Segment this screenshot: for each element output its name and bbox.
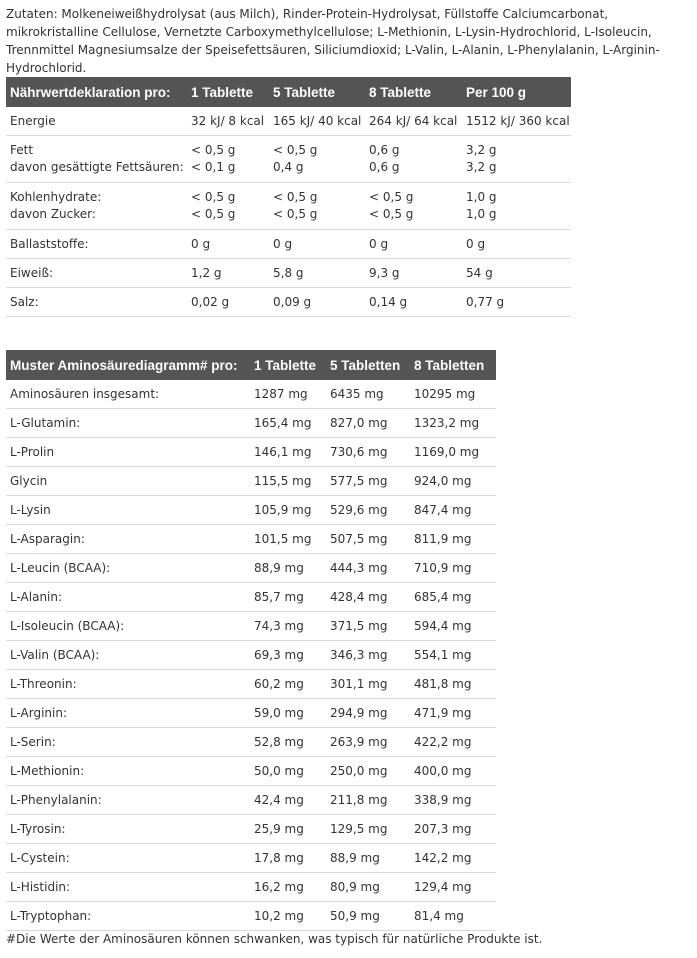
nutrient-value-cell (269, 136, 365, 183)
amino-acid-name: L-Alanin: (6, 583, 250, 612)
amino-acid-value: 346,3 mg (326, 641, 410, 670)
amino-acid-value: 88,9 mg (326, 844, 410, 873)
amino-acid-value: 88,9 mg (250, 554, 326, 583)
amino-acid-value: 85,7 mg (250, 583, 326, 612)
amino-acid-value: 1323,2 mg (410, 409, 496, 438)
nutrient-value-cell (187, 183, 269, 230)
amino-acid-value: 207,3 mg (410, 815, 496, 844)
nutrient-value: 0 g (273, 236, 293, 251)
nutrient-value: 1,0 g (466, 190, 497, 204)
amino-row (6, 409, 496, 438)
amino-header-cell: Muster Aminosäurediagramm# pro: (6, 350, 250, 380)
nutrition-header-cell: 1 Tablette (187, 77, 269, 107)
amino-acid-value: 81,4 mg (410, 902, 496, 931)
amino-acid-name: L-Lysin (6, 496, 250, 525)
amino-header-row (6, 350, 496, 380)
nutrient-value: 0,6 g (369, 160, 400, 174)
amino-acid-value: 129,4 mg (410, 873, 496, 902)
nutrient-value: 32 kJ/ 8 kcal (191, 113, 265, 128)
amino-acid-name: Glycin (6, 467, 250, 496)
nutrient-value-cell (187, 288, 269, 317)
footnote: #Die Werte der Aminosäuren können schwanken, was typisch für natürliche Produkte ist. (6, 932, 543, 946)
amino-acid-value: 69,3 mg (250, 641, 326, 670)
nutrient-value-cell (365, 288, 462, 317)
nutrient-value: 3,2 g (466, 160, 497, 174)
amino-row (6, 786, 496, 815)
nutrient-value: 0,09 g (273, 294, 312, 309)
amino-row (6, 554, 496, 583)
nutrient-value: < 0,5 g (369, 207, 414, 221)
amino-acid-value: 16,2 mg (250, 873, 326, 902)
nutrient-value: < 0,5 g (191, 143, 236, 157)
nutrient-value: < 0,5 g (191, 190, 236, 204)
amino-acid-value: 301,1 mg (326, 670, 410, 699)
nutrient-label-cell (6, 259, 187, 288)
amino-row (6, 699, 496, 728)
nutrient-value-cell (269, 183, 365, 230)
amino-acid-value: 25,9 mg (250, 815, 326, 844)
amino-header-cell: 5 Tabletten (326, 350, 410, 380)
amino-row (6, 757, 496, 786)
amino-row (6, 844, 496, 873)
amino-acid-value: 422,2 mg (410, 728, 496, 757)
nutrient-label-cell (6, 230, 187, 259)
amino-acid-value: 400,0 mg (410, 757, 496, 786)
amino-acid-name: L-Glutamin: (6, 409, 250, 438)
amino-acid-name: L-Tyrosin: (6, 815, 250, 844)
nutrient-value: 3,2 g (466, 143, 497, 157)
amino-acid-name: L-Phenylalanin: (6, 786, 250, 815)
amino-row (6, 902, 496, 931)
nutrient-value-cell (462, 183, 571, 230)
nutrient-value-cell (462, 136, 571, 183)
nutrient-value: < 0,5 g (369, 190, 414, 204)
amino-acid-value: 507,5 mg (326, 525, 410, 554)
amino-acid-name: L-Serin: (6, 728, 250, 757)
nutrient-value-cell (365, 183, 462, 230)
nutrient-value: 0,6 g (369, 143, 400, 157)
amino-acid-value: 471,9 mg (410, 699, 496, 728)
nutrient-value: 264 kJ/ 64 kcal (369, 113, 458, 128)
amino-row (6, 670, 496, 699)
amino-acid-value: 165,4 mg (250, 409, 326, 438)
amino-acid-value: 74,3 mg (250, 612, 326, 641)
nutrient-label-cell (6, 136, 187, 183)
nutrient-label: Fett (10, 143, 34, 157)
amino-row (6, 612, 496, 641)
amino-acid-value: 924,0 mg (410, 467, 496, 496)
nutrition-header-cell: Nährwertdeklaration pro: (6, 77, 187, 107)
amino-acid-value: 105,9 mg (250, 496, 326, 525)
nutrition-row (6, 230, 571, 259)
ingredients-text: Zutaten: Molkeneiweißhydrolysat (aus Milch), Rinder-Protein-Hydrolysat, Füllstoffe Calciumcarbonat, mikrokristalline Cellulose, Vernetzte Carboxymethylcellulose; L-Methionin, L-Lysin-Hydrochlorid, L-Isoleucin, Trennmittel Magnesiumsalze der Speisefettsäuren, Siliciumdioxid; L-Valin, L-Alanin, L-Phenylalanin, L-Arginin-Hydrochlorid. (6, 7, 660, 75)
amino-acid-name: L-Asparagin: (6, 525, 250, 554)
amino-acid-value: 52,8 mg (250, 728, 326, 757)
nutrient-value-cell (462, 259, 571, 288)
nutrient-label-cell (6, 183, 187, 230)
nutrient-value-cell (187, 230, 269, 259)
nutrient-value-cell (187, 136, 269, 183)
nutrient-value-cell (269, 259, 365, 288)
amino-acid-value: 50,9 mg (326, 902, 410, 931)
nutrient-label-cell (6, 288, 187, 317)
amino-acid-name: L-Histidin: (6, 873, 250, 902)
nutrition-row (6, 183, 571, 230)
amino-acid-value: 59,0 mg (250, 699, 326, 728)
nutrition-header-cell: Per 100 g (462, 77, 571, 107)
amino-acid-value: 129,5 mg (326, 815, 410, 844)
amino-row (6, 467, 496, 496)
nutrient-value-cell (187, 259, 269, 288)
nutrient-value: 1,0 g (466, 207, 497, 221)
amino-acid-value: 17,8 mg (250, 844, 326, 873)
amino-acid-value: 444,3 mg (326, 554, 410, 583)
amino-acid-value: 115,5 mg (250, 467, 326, 496)
amino-acid-value: 10295 mg (410, 380, 496, 409)
amino-row (6, 438, 496, 467)
nutrient-value-cell (365, 259, 462, 288)
nutrient-value: 0 g (369, 236, 389, 251)
amino-acid-name: Aminosäuren insgesamt: (6, 380, 250, 409)
amino-acid-value: 730,6 mg (326, 438, 410, 467)
amino-row (6, 728, 496, 757)
nutrition-header-cell: 5 Tablette (269, 77, 365, 107)
amino-header-cell: 8 Tabletten (410, 350, 496, 380)
amino-acid-value: 529,6 mg (326, 496, 410, 525)
amino-acid-table (6, 350, 496, 931)
nutrient-value: < 0,5 g (273, 207, 318, 221)
amino-acid-value: 371,5 mg (326, 612, 410, 641)
amino-acid-name: L-Tryptophan: (6, 902, 250, 931)
nutrition-header-cell: 8 Tablette (365, 77, 462, 107)
amino-acid-name: L-Prolin (6, 438, 250, 467)
amino-acid-value: 481,8 mg (410, 670, 496, 699)
nutrient-value: 1512 kJ/ 360 kcal (466, 113, 570, 128)
nutrient-value: 0 g (191, 236, 211, 251)
amino-acid-value: 211,8 mg (326, 786, 410, 815)
nutrient-value: 0,02 g (191, 294, 230, 309)
nutrition-row (6, 136, 571, 183)
nutrient-value: < 0,5 g (273, 143, 318, 157)
amino-header-cell: 1 Tablette (250, 350, 326, 380)
nutrient-value-cell (269, 107, 365, 136)
amino-acid-value: 60,2 mg (250, 670, 326, 699)
amino-acid-value: 263,9 mg (326, 728, 410, 757)
nutrient-value: 9,3 g (369, 265, 400, 280)
nutrient-label-cell (6, 107, 187, 136)
amino-acid-value: 250,0 mg (326, 757, 410, 786)
nutrient-value: 0,77 g (466, 294, 505, 309)
amino-acid-value: 847,4 mg (410, 496, 496, 525)
nutrient-value: 0,14 g (369, 294, 408, 309)
amino-acid-value: 294,9 mg (326, 699, 410, 728)
amino-acid-name: L-Arginin: (6, 699, 250, 728)
amino-acid-value: 710,9 mg (410, 554, 496, 583)
amino-acid-name: L-Isoleucin (BCAA): (6, 612, 250, 641)
nutrient-value: < 0,1 g (191, 160, 236, 174)
amino-acid-name: L-Valin (BCAA): (6, 641, 250, 670)
amino-acid-value: 146,1 mg (250, 438, 326, 467)
amino-acid-value: 338,9 mg (410, 786, 496, 815)
amino-acid-value: 1169,0 mg (410, 438, 496, 467)
amino-acid-value: 101,5 mg (250, 525, 326, 554)
amino-row (6, 525, 496, 554)
nutrient-value-cell (462, 107, 571, 136)
amino-acid-value: 428,4 mg (326, 583, 410, 612)
nutrient-label: davon Zucker: (10, 207, 96, 221)
amino-acid-value: 811,9 mg (410, 525, 496, 554)
nutrient-value: 1,2 g (191, 265, 222, 280)
amino-acid-value: 142,2 mg (410, 844, 496, 873)
nutrient-value-cell (269, 288, 365, 317)
nutrient-label: Eiweiß: (10, 265, 54, 280)
amino-acid-value: 827,0 mg (326, 409, 410, 438)
nutrition-header-row (6, 77, 571, 107)
nutrition-row (6, 259, 571, 288)
amino-row (6, 380, 496, 409)
amino-acid-name: L-Threonin: (6, 670, 250, 699)
nutrient-value-cell (365, 107, 462, 136)
nutrient-value-cell (365, 136, 462, 183)
amino-acid-value: 1287 mg (250, 380, 326, 409)
nutrient-value-cell (462, 230, 571, 259)
nutrition-row (6, 107, 571, 136)
amino-acid-value: 685,4 mg (410, 583, 496, 612)
amino-row (6, 873, 496, 902)
nutrient-value: 5,8 g (273, 265, 304, 280)
nutrient-value-cell (187, 107, 269, 136)
amino-acid-name: L-Cystein: (6, 844, 250, 873)
nutrient-value-cell (365, 230, 462, 259)
amino-acid-value: 6435 mg (326, 380, 410, 409)
nutrition-table (6, 77, 571, 317)
amino-acid-value: 10,2 mg (250, 902, 326, 931)
amino-row (6, 641, 496, 670)
amino-acid-value: 50,0 mg (250, 757, 326, 786)
nutrient-label: Salz: (10, 294, 39, 309)
amino-acid-value: 594,4 mg (410, 612, 496, 641)
amino-acid-name: L-Methionin: (6, 757, 250, 786)
nutrient-label: Ballaststoffe: (10, 236, 89, 251)
nutrient-value: 0 g (466, 236, 486, 251)
nutrient-value: 165 kJ/ 40 kcal (273, 113, 362, 128)
amino-row (6, 815, 496, 844)
nutrient-value: < 0,5 g (191, 207, 236, 221)
amino-row (6, 583, 496, 612)
nutrient-value: 0,4 g (273, 160, 304, 174)
amino-acid-value: 80,9 mg (326, 873, 410, 902)
amino-row (6, 496, 496, 525)
nutrient-label: Kohlenhydrate: (10, 190, 102, 204)
nutrient-value: < 0,5 g (273, 190, 318, 204)
nutrient-value: 54 g (466, 265, 493, 280)
nutrient-label: davon gesättigte Fettsäuren: (10, 160, 184, 174)
amino-acid-name: L-Leucin (BCAA): (6, 554, 250, 583)
nutrient-value-cell (269, 230, 365, 259)
nutrient-label: Energie (10, 113, 56, 128)
nutrient-value-cell (462, 288, 571, 317)
amino-acid-value: 577,5 mg (326, 467, 410, 496)
amino-acid-value: 554,1 mg (410, 641, 496, 670)
amino-acid-value: 42,4 mg (250, 786, 326, 815)
nutrition-row (6, 288, 571, 317)
